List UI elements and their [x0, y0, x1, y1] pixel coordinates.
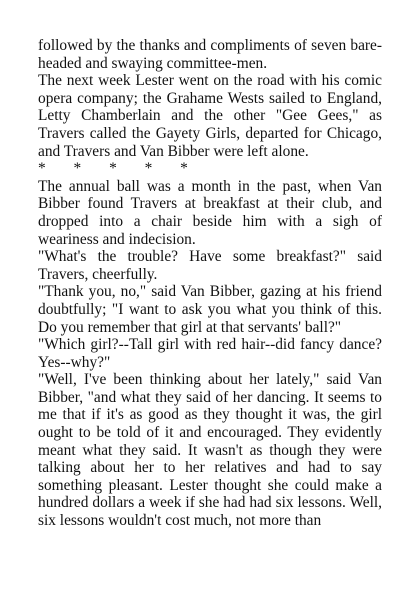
section-separator: * * * * *: [38, 160, 188, 178]
paragraph-4: "What's the trouble? Have some breakfast?" said Travers, cheerfully.: [38, 248, 382, 283]
paragraph-1: followed by the thanks and compliments of seven bare-headed and swaying committee-men.: [38, 37, 382, 72]
paragraph-6: "Which girl?--Tall girl with red hair--did fancy dance? Yes--why?": [38, 336, 382, 371]
paragraph-2: The next week Lester went on the road with his comic opera company; the Grahame Wests sailed to England, Letty Chamberlain and the other "Gee Gees," as Travers called the Gayety Girls, departed for Chicago, and Travers and Van Bibber were left alone.: [38, 72, 382, 160]
paragraph-7: "Well, I've been thinking about her lately," said Van Bibber, "and what they said of her dancing. It seems to me that if it's as good as they thought it was, the girl ought to be told of it and encouraged. They evidently meant what they said. It wasn't as though they were talking about her to her relatives and had to say something pleasant. Lester thought she could make a hundred dollars a week if she had had six lessons. Well, six lessons wouldn't cost much, not more than: [38, 371, 382, 530]
paragraph-5: "Thank you, no," said Van Bibber, gazing at his friend doubtfully; "I want to ask you what you think of this. Do you remember that girl at that servants' ball?": [38, 283, 382, 336]
page-text: [38, 37, 382, 530]
paragraph-3: The annual ball was a month in the past, when Van Bibber found Travers at breakfast at their club, and dropped into a chair beside him with a sigh of weariness and indecision.: [38, 177, 382, 248]
